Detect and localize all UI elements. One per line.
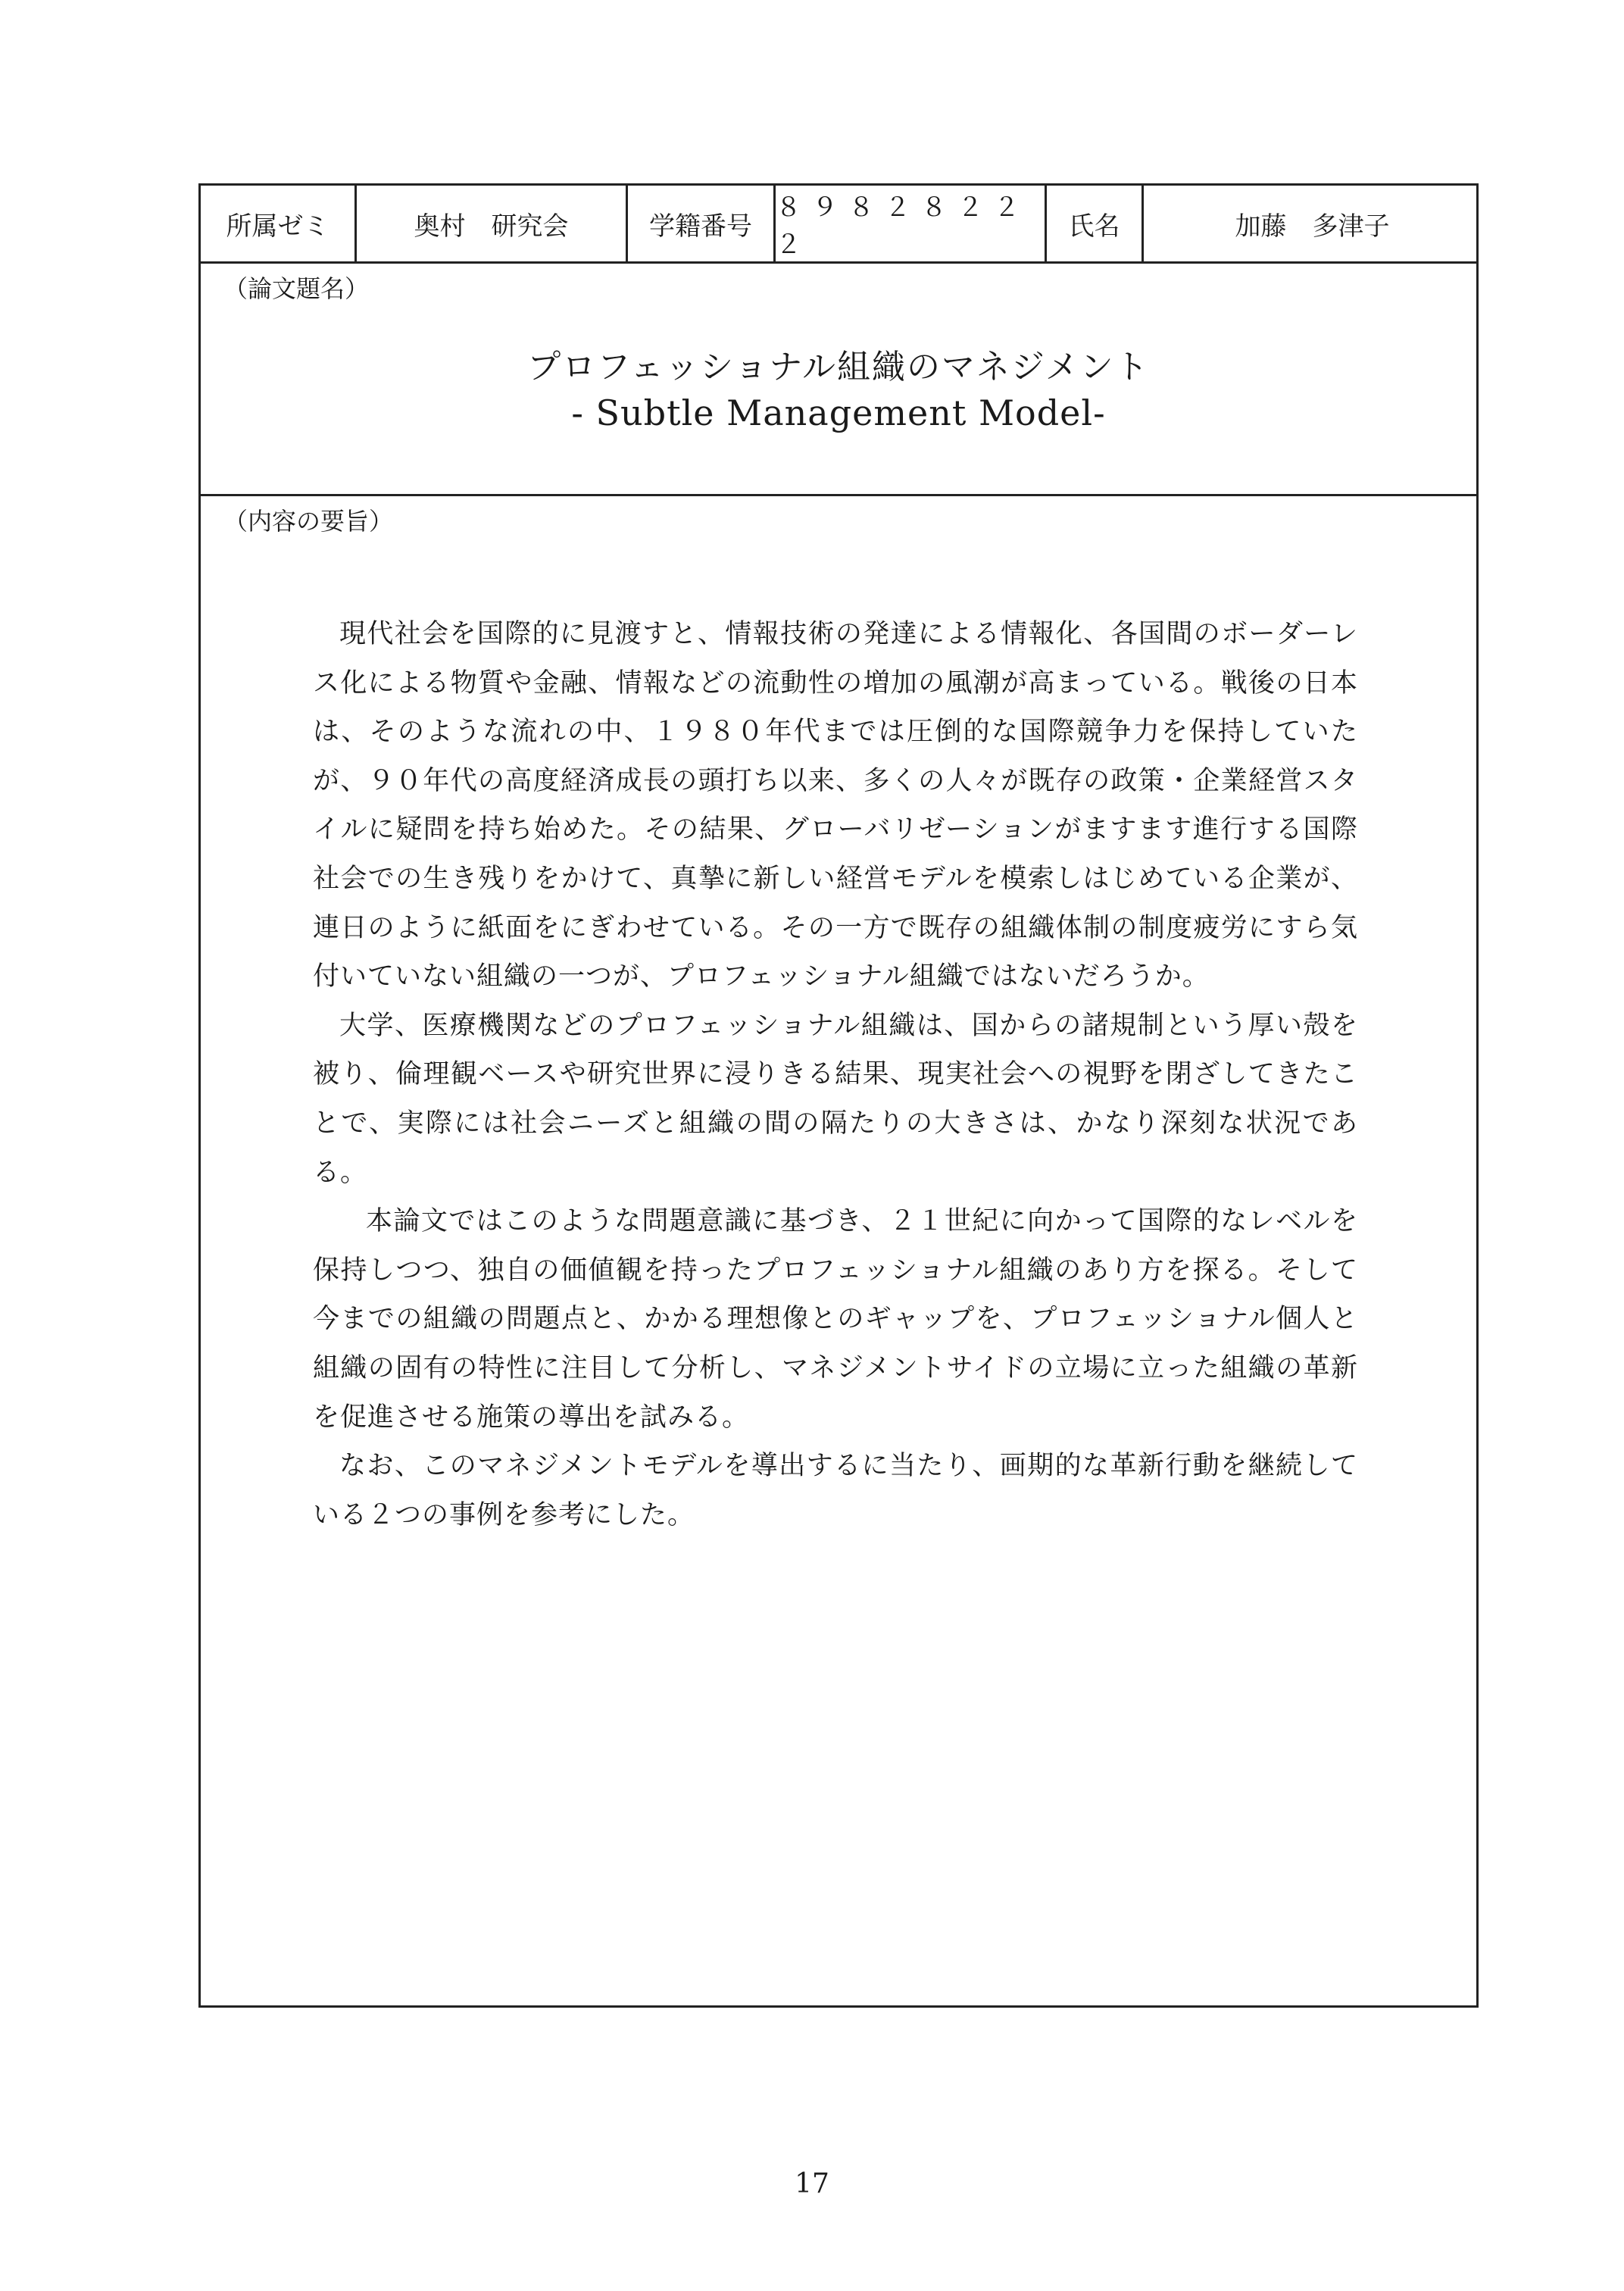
title-section-label: （論文題名） [223, 274, 370, 303]
header-row [201, 186, 1476, 264]
abstract-section-label: （内容の要旨） [223, 507, 394, 536]
seminar-value: 奥村 研究会 [357, 186, 628, 261]
abstract-body [313, 610, 1358, 1539]
name-label: 氏名 [1047, 186, 1144, 261]
abstract-section [201, 496, 1476, 2005]
student-id-label: 学籍番号 [628, 186, 776, 261]
abstract-paragraph: 本論文ではこのような問題意識に基づき、２１世紀に向かって国際的なレベルを保持しつつ、独自の価値観を持ったプロフェッショナル組織のあり方を探る。そして今までの組織の問題点と、かかる理想像とのギャップを、プロフェッショナル個人と組織の固有の特性に注目して分析し、マネジメントサイドの立場に立った組織の革新を促進させる施策の導出を試みる。 [313, 1206, 1358, 1433]
student-id-value: ８９８２８２２２ [776, 186, 1047, 261]
thesis-title: プロフェッショナル組織のマネジメント [527, 348, 1150, 386]
title-section [201, 264, 1476, 496]
abstract-paragraph: なお、このマネジメントモデルを導出するに当たり、画期的な革新行動を継続している２つの事例を参考にした。 [313, 1451, 1358, 1530]
abstract-form [198, 183, 1479, 2008]
seminar-label: 所属ゼミ [201, 186, 357, 261]
thesis-subtitle: - Subtle Management Model- [571, 392, 1106, 433]
page-number: 17 [795, 2168, 829, 2199]
abstract-paragraph: 大学、医療機関などのプロフェッショナル組織は、国からの諸規制という厚い殻を被り、倫理観ベースや研究世界に浸りきる結果、現実社会への視野を閉ざしてきたことで、実際には社会ニーズと組織の間の隔たりの大きさは、かなり深刻な状況である。 [313, 1010, 1358, 1188]
name-value: 加藤 多津子 [1235, 211, 1390, 242]
abstract-paragraph: 現代社会を国際的に見渡すと、情報技術の発達による情報化、各国間のボーダーレス化による物質や金融、情報などの流動性の増加の風潮が高まっている。戦後の日本は、そのような流れの中、１９８０年代までは圧倒的な国際競争力を保持していたが、９０年代の高度経済成長の頭打ち以来、多くの人々が既存の政策・企業経営スタイルに疑問を持ち始めた。その結果、グローバリゼーションがますます進行する国際社会での生き残りをかけて、真摯に新しい経営モデルを模索しはじめている企業が、連日のように紙面をにぎわせている。その一方で既存の組織体制の制度疲労にすら気付いていない組織の一つが、プロフェッショナル組織ではないだろうか。 [313, 619, 1358, 992]
